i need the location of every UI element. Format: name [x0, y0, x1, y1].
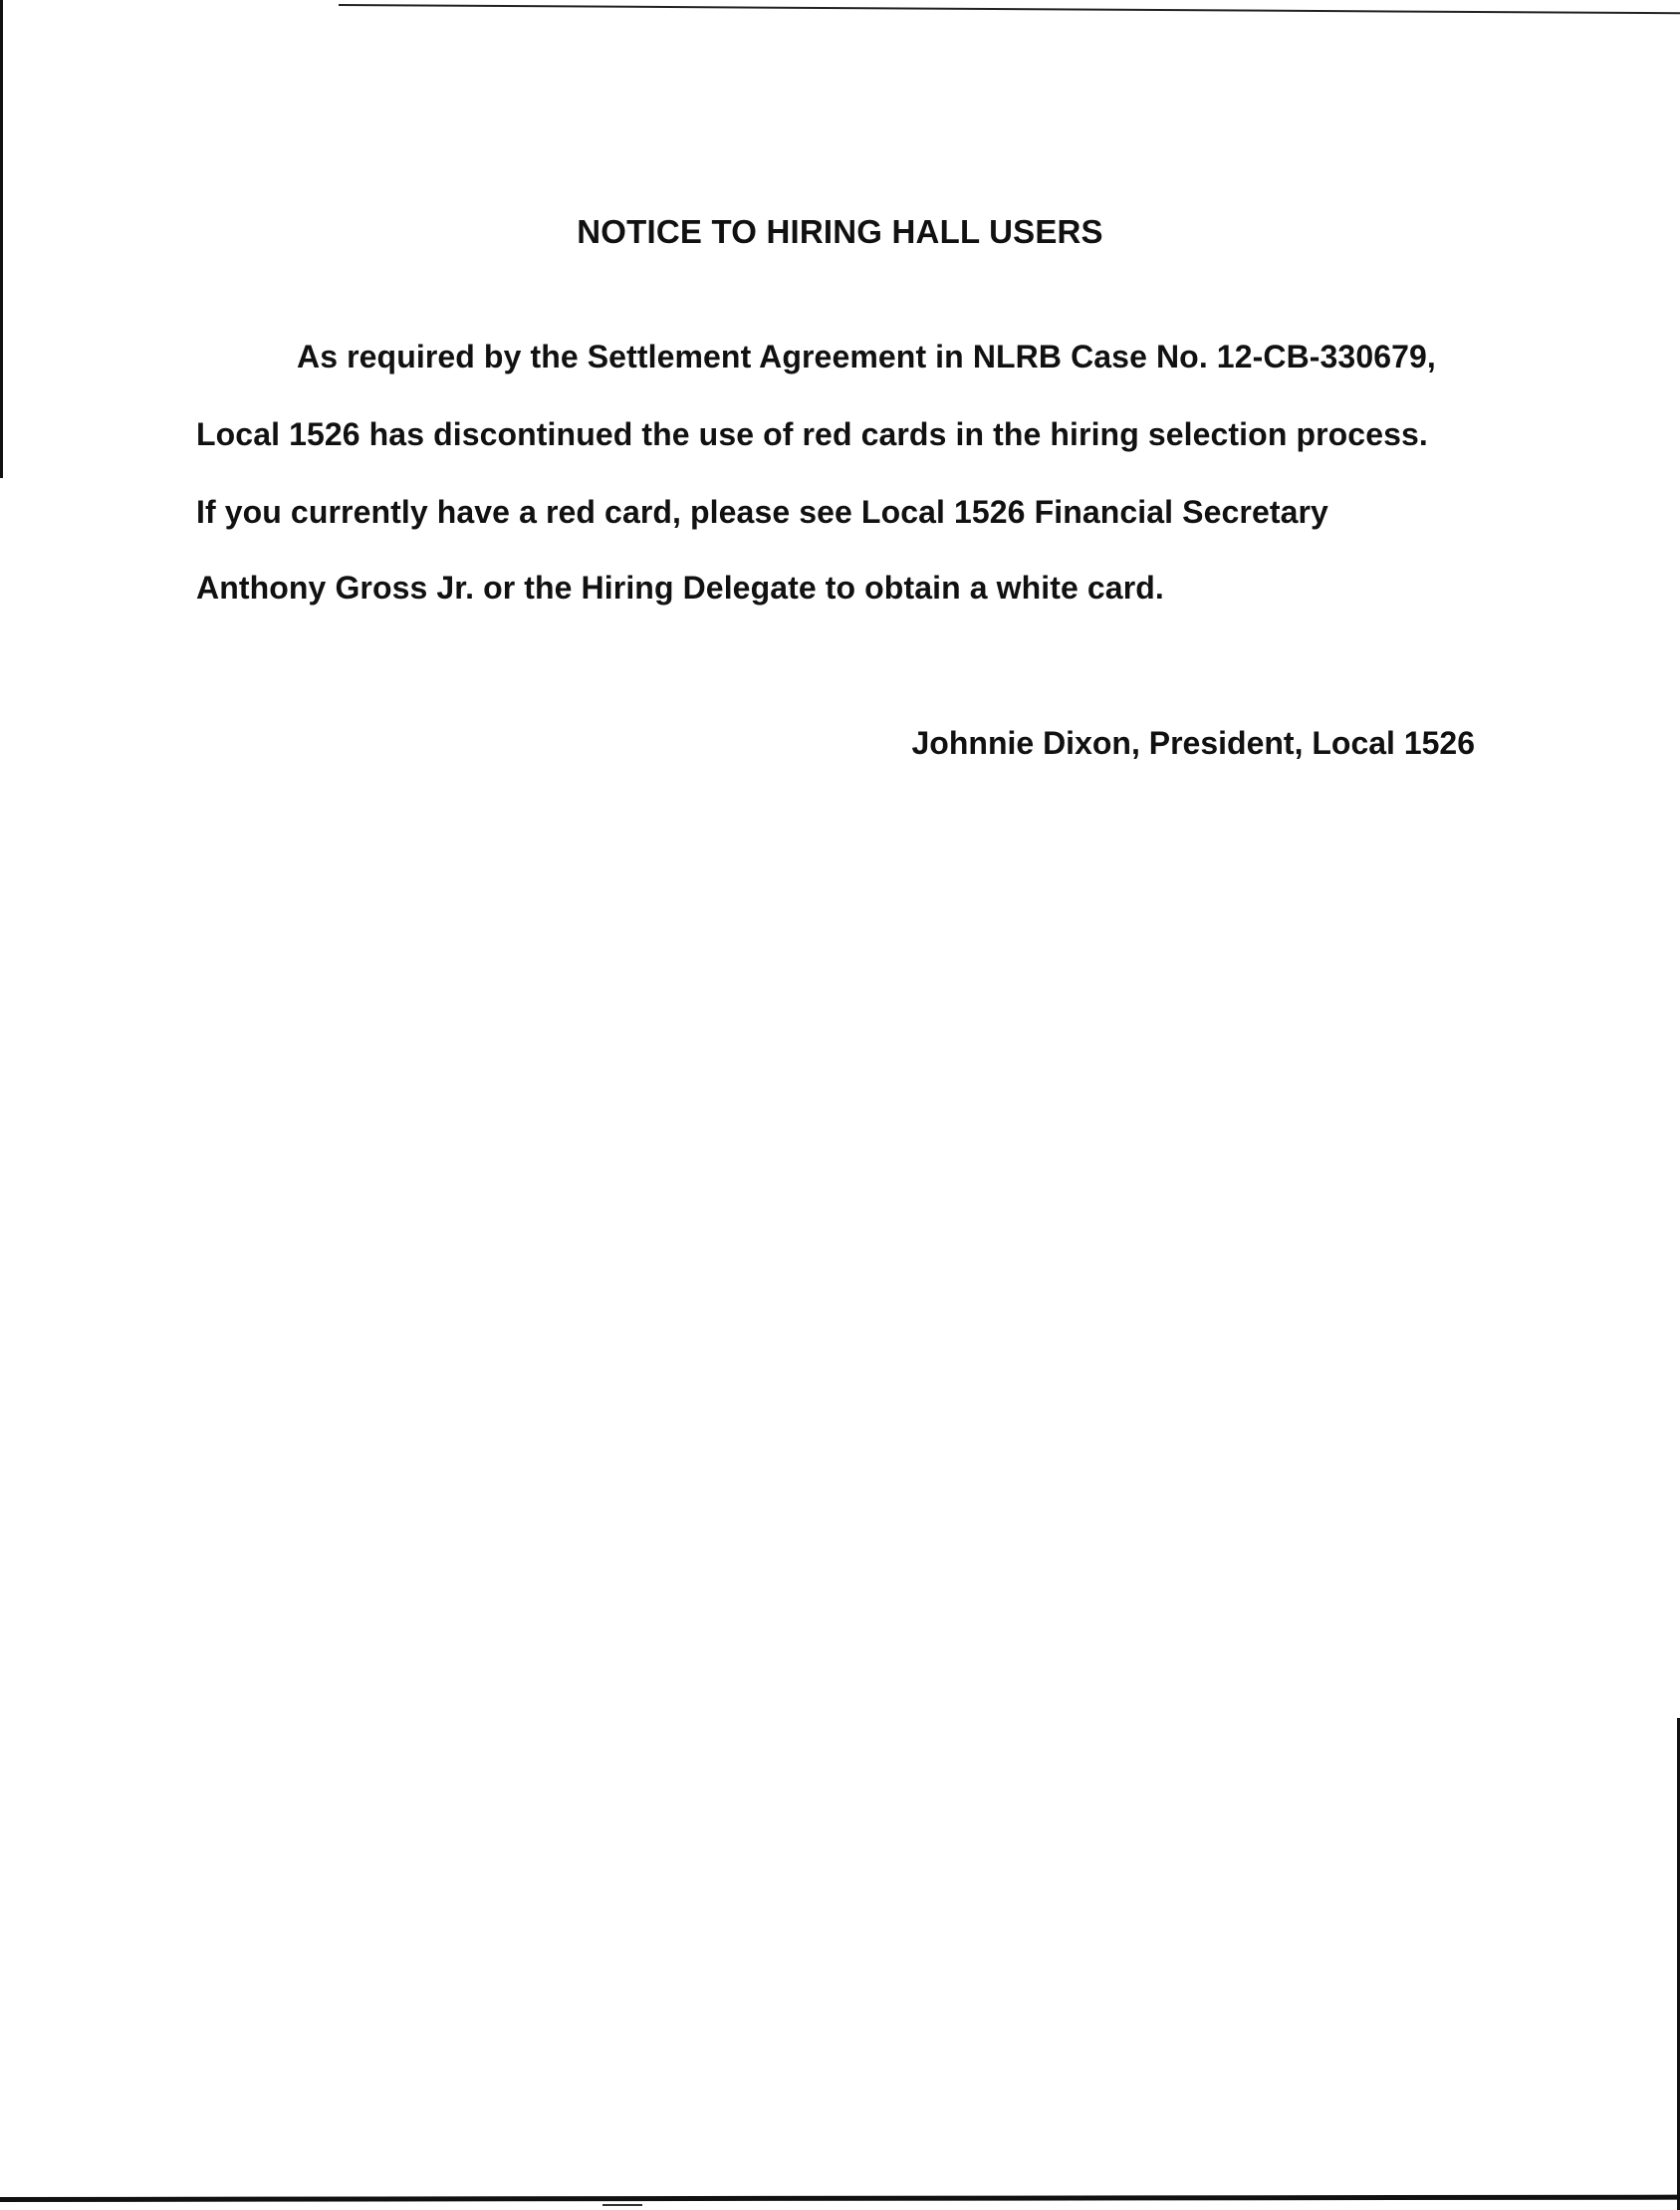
body-line: Anthony Gross Jr. or the Hiring Delegate to obtain a white card. — [196, 570, 1164, 606]
body-line: As required by the Settlement Agreement in NLRB Case No. 12-CB-330679, — [297, 339, 1436, 374]
body-line: If you currently have a red card, please see Local 1526 Financial Secretary — [196, 494, 1328, 530]
notice-title: NOTICE TO HIRING HALL USERS — [577, 213, 1103, 250]
body-line: Local 1526 has discontinued the use of red cards in the hiring selection process. — [196, 416, 1428, 452]
scan-edge-bottom — [0, 2195, 1680, 2202]
scan-edge-top — [339, 4, 1680, 14]
signature-line: Johnnie Dixon, President, Local 1526 — [911, 725, 1475, 761]
scan-mark — [602, 2204, 642, 2206]
